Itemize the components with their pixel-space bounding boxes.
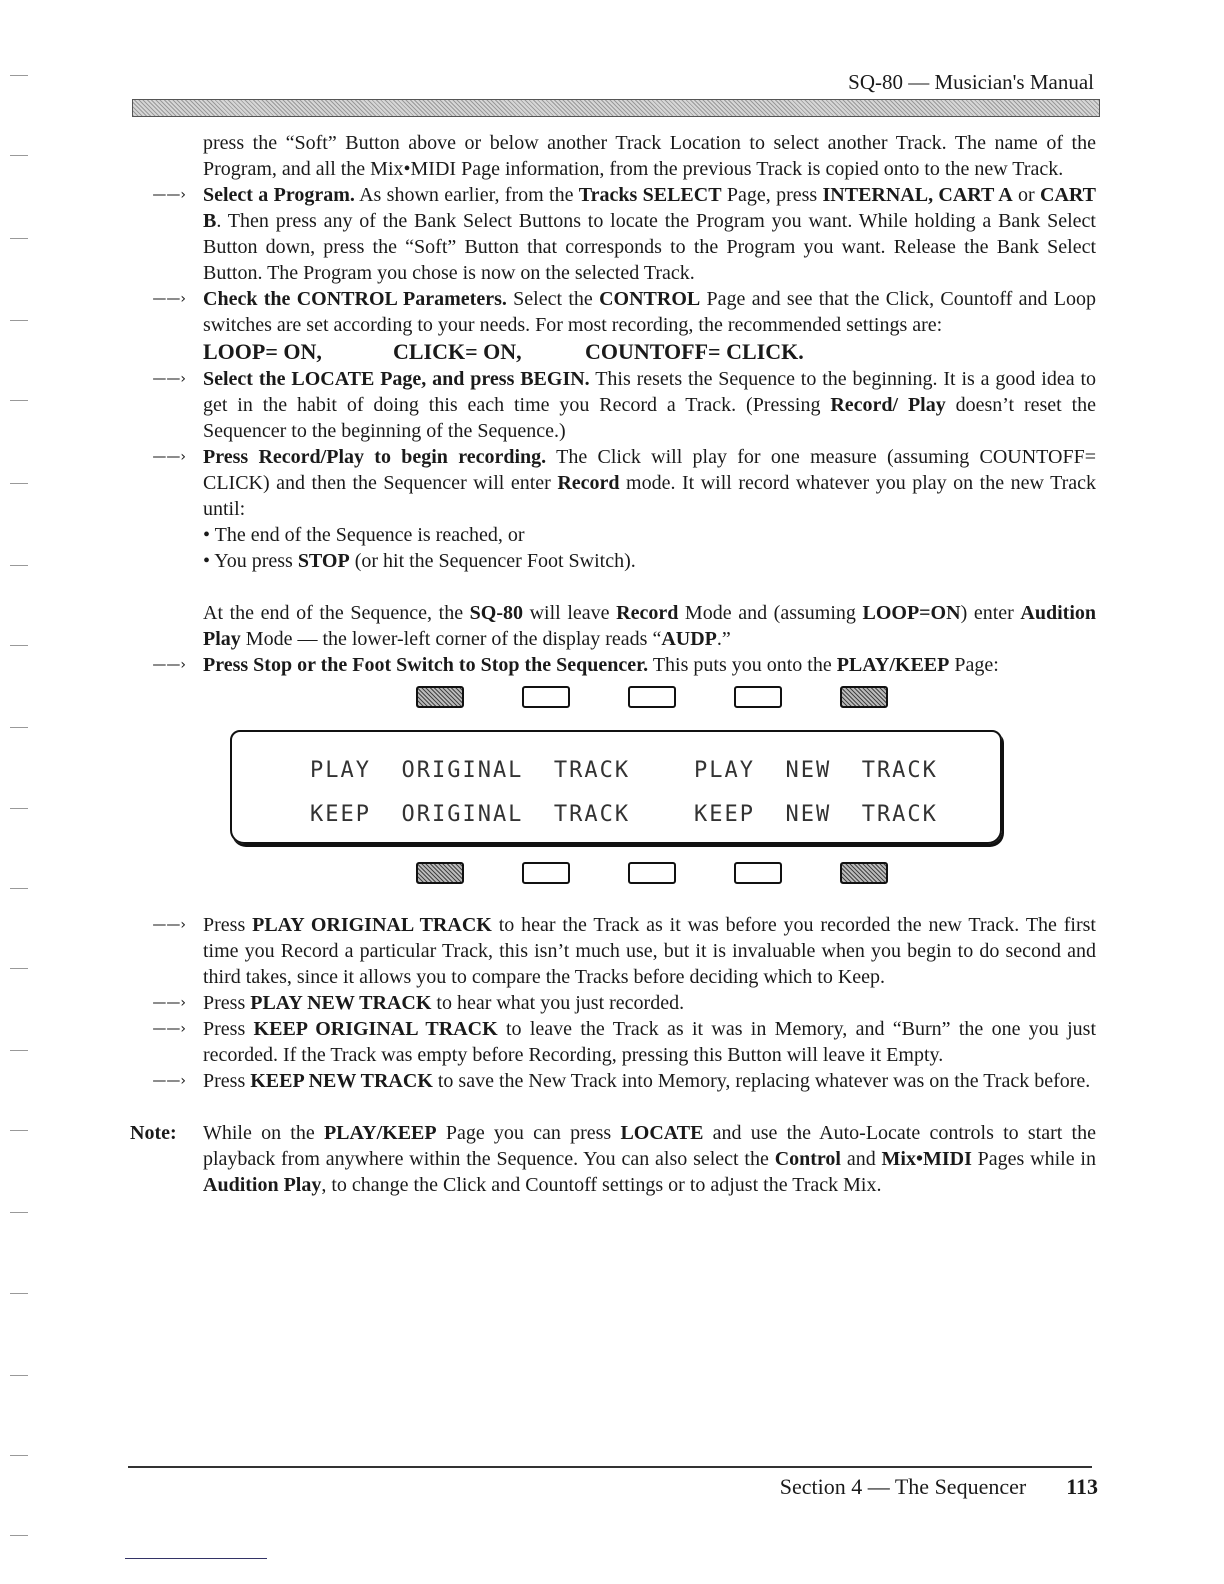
arrow-icon: ——› [152,917,186,933]
step-play-new: ——› Press PLAY NEW TRACK to hear what you just recorded. [130,990,1096,1016]
footer-section: Section 4 — The Sequencer [779,1474,1027,1499]
arrow-icon: ——› [152,657,186,673]
soft-key[interactable] [522,862,570,884]
arrow-icon: ——› [152,1021,186,1037]
step-keep-original: ——› Press KEEP ORIGINAL TRACK to leave the Track as it was in Memory, and “Burn” the one you just recorded. If the Track was empty before Recording, pressing this Button will leave it Empty. [130,1016,1096,1068]
header-bar [132,99,1100,117]
page-body [130,130,1096,1198]
soft-key[interactable] [416,686,464,708]
step-play-original: ——› Press PLAY ORIGINAL TRACK to hear the Track as it was before you recorded the new Track. The first time you Record a particular Track, this isn’t much use, but it is invaluable when you begin to do second and third takes, since it allows you to compare the Tracks before deciding which to Keep. [130,912,1096,990]
soft-key[interactable] [840,862,888,884]
soft-key[interactable] [416,862,464,884]
page-footer [780,1474,1098,1500]
display-play-original-track: PLAY ORIGINAL TRACK [310,758,631,783]
arrow-icon: ——› [152,1073,186,1089]
lcd-display [230,730,1002,844]
intro-paragraph: press the “Soft” Button above or below another Track Location to select another Track. The name of the Program, and all the Mix•MIDI Page information, from the previous Track is copied onto to the new Track. [203,132,1096,180]
note-label: Note: [130,1122,177,1144]
arrow-icon: ——› [152,187,186,203]
step-keep-new: ——› Press KEEP NEW TRACK to save the New Track into Memory, replacing whatever was on the Track before. [130,1068,1096,1094]
arrow-icon: ——› [152,995,186,1011]
soft-key[interactable] [734,686,782,708]
audition-paragraph: At the end of the Sequence, the SQ-80 will leave Record Mode and (assuming LOOP=ON) enter Audition Play Mode — the lower-left corner of the display reads “AUDP.” [203,602,1096,650]
footer-rule [128,1466,1092,1468]
bullet-end-of-sequence: • The end of the Sequence is reached, or [203,524,525,546]
bullet-press-stop: • You press STOP (or hit the Sequencer Foot Switch). [203,550,636,572]
soft-key[interactable] [734,862,782,884]
setting-loop: LOOP= ON, [203,339,322,364]
setting-countoff: COUNTOFF= CLICK. [585,339,804,364]
step-select-program: ——› Select a Program. As shown earlier, from the Tracks SELECT Page, press INTERNAL, CART A or CART B. Then press any of the Bank Select Buttons to locate the Program you want. While holding a Bank Select Button down, press the “Soft” Button that corresponds to the Program you want. Release the Bank Select Button. The Program you chose is now on the selected Track. [130,182,1096,286]
step-select-locate: ——› Select the LOCATE Page, and press BEGIN. This resets the Sequence to the beginning. It is a good idea to get in the habit of doing this each time you Record a Track. (Pressing Record/ Play doesn’t reset the Sequencer to the beginning of the Sequence.) [130,366,1096,444]
soft-keys-top [410,682,890,716]
page-number: 113 [1066,1474,1098,1499]
soft-key[interactable] [840,686,888,708]
arrow-icon: ——› [152,291,186,307]
display-keep-original-track: KEEP ORIGINAL TRACK [310,802,631,827]
step-press-stop: ——› Press Stop or the Foot Switch to Stop the Sequencer. This puts you onto the PLAY/KEEP Page: [130,652,1096,678]
bottom-line [125,1558,267,1559]
running-header: SQ-80 — Musician's Manual [848,70,1094,94]
display-play-new-track: PLAY NEW TRACK [694,758,938,783]
soft-key[interactable] [628,862,676,884]
setting-click: CLICK= ON, [393,339,522,364]
soft-keys-bottom [410,858,890,892]
soft-key[interactable] [628,686,676,708]
recommended-settings [130,338,1096,366]
display-keep-new-track: KEEP NEW TRACK [694,802,938,827]
arrow-icon: ——› [152,371,186,387]
step-check-control: ——› Check the CONTROL Parameters. Select the CONTROL Page and see that the Click, Countoff and Loop switches are set according to your needs. For most recording, the recommended settings are: [130,286,1096,338]
step-record-play: ——› Press Record/Play to begin recording. The Click will play for one measure (assuming COUNTOFF= CLICK) and then the Sequencer will enter Record mode. It will record whatever you play on the new Track until: [130,444,1096,522]
arrow-icon: ——› [152,449,186,465]
soft-key[interactable] [522,686,570,708]
note-paragraph: Note: While on the PLAY/KEEP Page you can press LOCATE and use the Auto-Locate controls to start the playback from anywhere within the Sequence. You can also select the Control and Mix•MIDI Pages while in Audition Play, to change the Click and Countoff settings or to adjust the Track Mix. [130,1122,1096,1196]
